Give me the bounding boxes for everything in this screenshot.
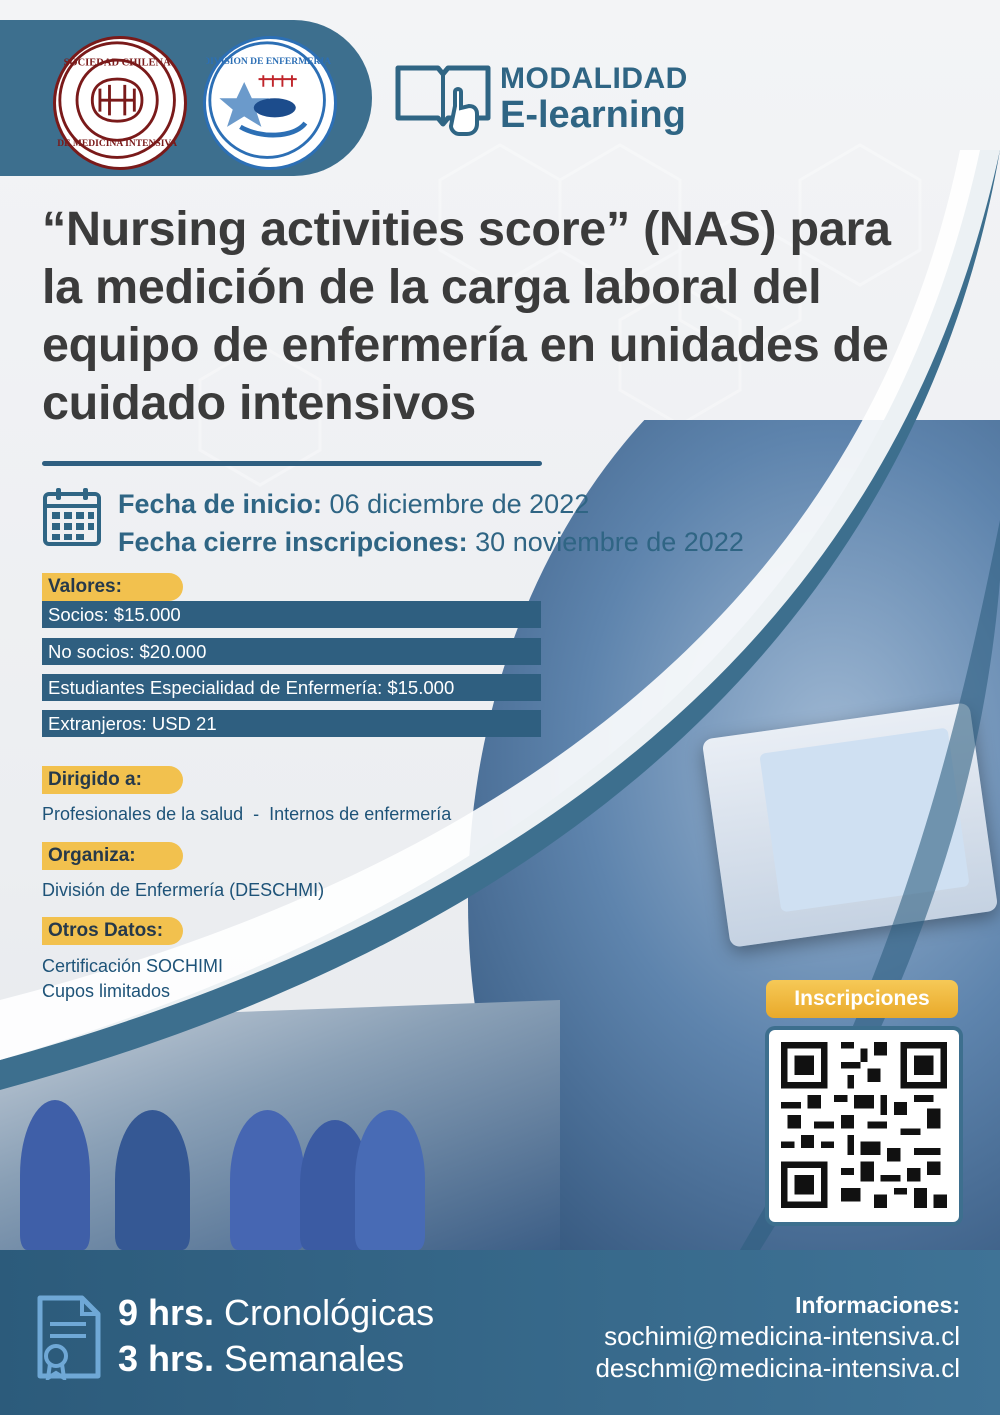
other-line1: Certificación SOCHIMI [42, 956, 224, 976]
qr-code-icon [781, 1042, 947, 1208]
start-date-label: Fecha de inicio: [118, 489, 323, 519]
modality-line1: MODALIDAD [500, 62, 688, 95]
course-dates [118, 485, 744, 561]
price-members: Socios: $15.000 [42, 601, 541, 628]
division-enfermeria-logo [203, 36, 337, 170]
hours-chronological [118, 1290, 434, 1336]
hours1-label: Cronológicas [214, 1292, 435, 1333]
price-foreigners: Extranjeros: USD 21 [42, 710, 541, 737]
audience-text: Profesionales de la salud - Internos de enfermería [42, 804, 452, 824]
email-sochimi[interactable]: sochimi@medicina-intensiva.cl [604, 1321, 960, 1351]
sochimi-logo [53, 36, 187, 170]
start-date-line [118, 485, 744, 523]
contact-info [595, 1290, 960, 1384]
close-date-label: Fecha cierre inscripciones: [118, 527, 468, 557]
start-date-value: 06 diciembre de 2022 [322, 489, 590, 519]
registration-qr-code[interactable] [769, 1030, 959, 1222]
calendar-icon [42, 486, 102, 548]
other-heading: Otros Datos: [42, 917, 183, 945]
open-book-click-icon [393, 58, 493, 138]
close-date-value: 30 noviembre de 2022 [467, 527, 744, 557]
info-heading: Informaciones: [795, 1292, 960, 1318]
hours2-label: Semanales [214, 1338, 405, 1379]
hours-weekly [118, 1336, 434, 1382]
svg-text:DE MEDICINA INTENSIVA: DE MEDICINA INTENSIVA [57, 137, 177, 149]
organizer-text: División de Enfermería (DESCHMI) [42, 880, 325, 900]
hours2-value: 3 hrs. [118, 1338, 215, 1379]
course-title: “Nursing activities score” (NAS) para la medición de la carga laboral del equipo de enfermería en unidades de cuidado intensivos [42, 202, 891, 430]
price-non-members: No socios: $20.000 [42, 638, 541, 665]
audience-heading: Dirigido a: [42, 766, 183, 794]
registration-button[interactable]: Inscripciones [766, 980, 958, 1018]
certificate-icon [30, 1294, 110, 1380]
svg-text:DIVISION DE ENFERMERIA: DIVISION DE ENFERMERIA [206, 55, 332, 67]
close-date-line [118, 523, 744, 561]
modality-line2: E-learning [500, 94, 686, 136]
email-deschmi[interactable]: deschmi@medicina-intensiva.cl [595, 1353, 960, 1383]
price-students: Estudiantes Especialidad de Enfermería: $15.000 [42, 674, 541, 701]
title-divider [42, 461, 542, 466]
organizer-heading: Organiza: [42, 842, 183, 870]
modality-label [500, 64, 688, 134]
course-hours [118, 1290, 434, 1382]
other-line2: Cupos limitados [42, 981, 171, 1001]
hours1-value: 9 hrs. [118, 1292, 215, 1333]
values-heading: Valores: [42, 573, 183, 601]
svg-text:SOCIEDAD CHILENA: SOCIEDAD CHILENA [63, 57, 171, 69]
